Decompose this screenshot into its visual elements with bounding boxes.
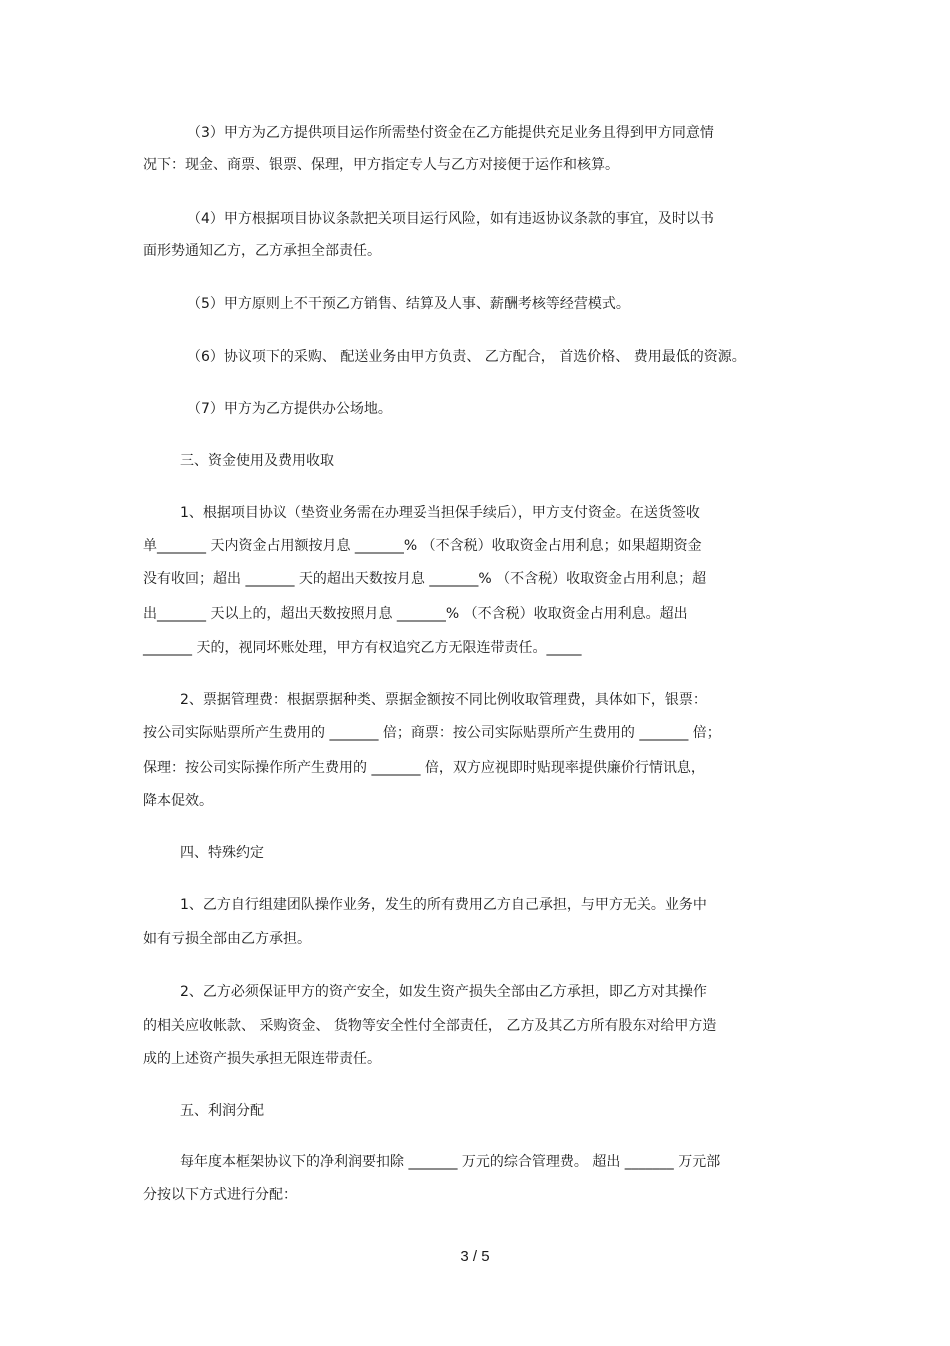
s3-item-2-line-1: 2、票据管理费：根据票据种类、票据金额按不同比例收取管理费，具体如下，银票： xyxy=(180,692,707,708)
page-number: 3 / 5 xyxy=(460,1248,490,1265)
section-4-heading: 四、特殊约定 xyxy=(180,845,264,861)
s3-item-1-line-5: _______ 天的，视同坏账处理，甲方有权追究乙方无限连带责任。_____ xyxy=(143,640,582,656)
s4-item-2-line-1: 2、乙方必须保证甲方的资产安全，如发生资产损失全部由乙方承担，即乙方对其操作 xyxy=(180,984,707,1000)
para-5: （5）甲方原则上不干预乙方销售、结算及人事、薪酬考核等经营模式。 xyxy=(187,296,630,312)
para-4-line-1: （4）甲方根据项目协议条款把关项目运行风险，如有违返协议条款的事宜，及时以书 xyxy=(187,211,714,227)
s3-item-2-line-2: 按公司实际贴票所产生费用的 _______ 倍；商票：按公司实际贴票所产生费用的 _______ 倍； xyxy=(143,725,721,741)
para-3-line-1: （3）甲方为乙方提供项目运作所需垫付资金在乙方能提供充足业务且得到甲方同意情 xyxy=(187,125,714,141)
para-7: （7）甲方为乙方提供办公场地。 xyxy=(187,401,392,417)
section-3-heading: 三、资金使用及费用收取 xyxy=(180,453,334,469)
s4-item-1-line-2: 如有亏损全部由乙方承担。 xyxy=(143,931,311,947)
s3-item-2-line-4: 降本促效。 xyxy=(143,793,213,809)
para-6: （6）协议项下的采购、 配送业务由甲方负责、 乙方配合， 首选价格、 费用最低的资源。 xyxy=(187,349,746,365)
s3-item-1-line-2: 单_______ 天内资金占用额按月息 _______% （不含税）收取资金占用利息；如果超期资金 xyxy=(143,538,702,554)
s3-item-1-line-1: 1、根据项目协议（垫资业务需在办理妥当担保手续后），甲方支付资金。在送货签收 xyxy=(180,505,700,521)
s5-para-line-2: 分按以下方式进行分配： xyxy=(143,1187,297,1203)
s5-para-line-1: 每年度本框架协议下的净利润要扣除 _______ 万元的综合管理费。 超出 _______ 万元部 xyxy=(180,1154,721,1170)
s4-item-2-line-2: 的相关应收帐款、 采购资金、 货物等安全性付全部责任， 乙方及其乙方所有股东对给甲方造 xyxy=(143,1018,717,1034)
para-4-line-2: 面形势通知乙方，乙方承担全部责任。 xyxy=(143,243,381,259)
s4-item-1-line-1: 1、乙方自行组建团队操作业务，发生的所有费用乙方自己承担，与甲方无关。业务中 xyxy=(180,897,707,913)
para-3-line-2: 况下：现金、商票、银票、保理，甲方指定专人与乙方对接便于运作和核算。 xyxy=(143,157,619,173)
s3-item-1-line-4: 出_______ 天以上的，超出天数按照月息 _______% （不含税）收取资金占用利息。超出 xyxy=(143,606,688,622)
s3-item-2-line-3: 保理：按公司实际操作所产生费用的 _______ 倍，双方应视即时贴现率提供廉价行情讯息， xyxy=(143,760,705,776)
s3-item-1-line-3: 没有收回；超出 _______ 天的超出天数按月息 _______% （不含税）收取资金占用利息；超 xyxy=(143,571,707,587)
s4-item-2-line-3: 成的上述资产损失承担无限连带责任。 xyxy=(143,1051,381,1067)
section-5-heading: 五、利润分配 xyxy=(180,1103,264,1119)
